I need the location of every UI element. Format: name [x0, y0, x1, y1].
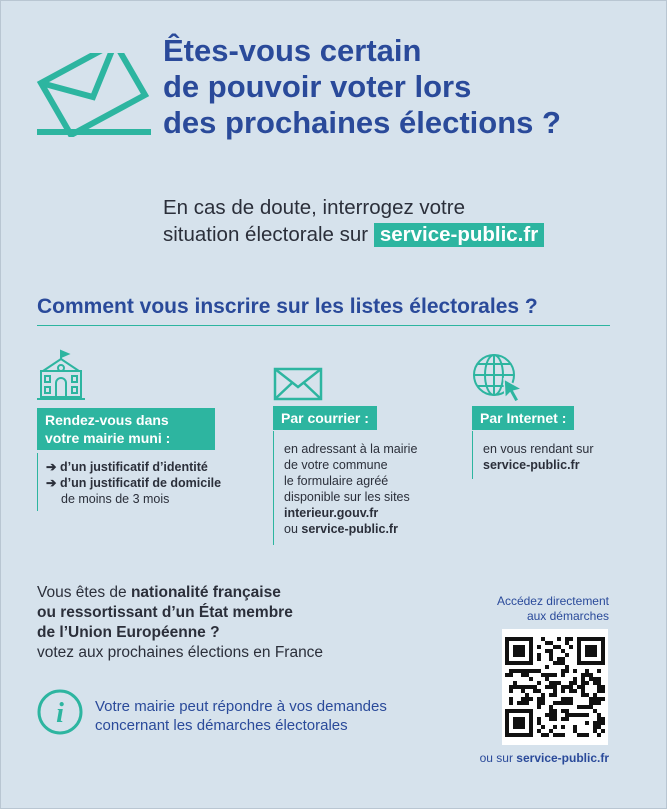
service-public-link[interactable]: service-public.fr	[374, 223, 544, 247]
info-line-1: Votre mairie peut répondre à vos demandes	[95, 698, 387, 715]
mairie-badge-line-1: Rendez-vous dans	[45, 412, 169, 428]
ballot-envelope-icon	[35, 53, 153, 137]
courrier-line-3: le formulaire agréé	[284, 474, 389, 488]
intro-line-1: En cas de doute, interrogez votre	[163, 196, 465, 219]
internet-line-1: en vous rendant sur	[483, 442, 594, 456]
service-public-link[interactable]: service-public.fr	[516, 751, 609, 765]
intro-text	[163, 194, 633, 248]
requirement-identity: ➔ d’un justificatif d’identité	[46, 460, 208, 474]
qr-caption-line-1: Accédez directement	[496, 594, 609, 608]
courrier-line-1: en adressant à la mairie	[284, 442, 418, 456]
courrier-line-4: disponible sur les sites	[284, 490, 410, 504]
title-line-1: Êtes-vous certain	[163, 33, 422, 68]
envelope-icon	[273, 367, 323, 401]
service-public-link[interactable]: service-public.fr	[483, 458, 580, 472]
requirement-domicile: ➔ d’un justificatif de domicile	[46, 476, 222, 490]
qr-caption	[441, 594, 609, 624]
qr-caption-line-2: aux démarches	[526, 609, 609, 623]
title-line-3: des prochaines élections ?	[163, 105, 561, 140]
interieur-link[interactable]: interieur.gouv.fr	[284, 506, 379, 520]
title-line-2: de pouvoir voter lors	[163, 69, 472, 104]
courrier-line-2: de votre commune	[284, 458, 388, 472]
courrier-line-6: ou service-public.fr	[284, 522, 398, 536]
info-icon-letter: i	[56, 698, 64, 729]
nationality-block	[37, 583, 437, 663]
globe-cursor-icon	[472, 353, 524, 403]
qr-code[interactable]	[502, 629, 608, 745]
nationality-line-3: de l’Union Européenne ?	[37, 624, 220, 641]
mairie-badge-line-2: votre mairie muni :	[45, 430, 171, 446]
mairie-badge	[37, 408, 215, 450]
intro-line-2-prefix: situation électorale sur	[163, 223, 374, 246]
nationality-line-4: votez aux prochaines élections en France	[37, 644, 324, 661]
section-subtitle: Comment vous inscrire sur les listes électorales ?	[37, 293, 610, 326]
info-text	[95, 697, 455, 735]
info-line-2: concernant les démarches électorales	[95, 717, 348, 734]
nationality-line-1: Vous êtes de nationalité française	[37, 584, 281, 601]
courrier-text	[273, 431, 469, 545]
qr-footer: ou sur service-public.fr	[479, 751, 609, 765]
info-icon	[37, 689, 83, 735]
page-title	[163, 33, 643, 141]
internet-badge: Par Internet :	[472, 406, 574, 430]
courrier-badge: Par courrier :	[273, 406, 377, 430]
nationality-line-2: ou ressortissant d’un État membre	[37, 604, 293, 621]
town-hall-icon	[37, 349, 85, 401]
mairie-requirements	[37, 453, 246, 511]
requirement-domicile-detail: de moins de 3 mois	[61, 492, 170, 506]
service-public-link[interactable]: service-public.fr	[301, 522, 398, 536]
intro-line-2	[163, 221, 633, 248]
internet-text	[472, 431, 643, 479]
